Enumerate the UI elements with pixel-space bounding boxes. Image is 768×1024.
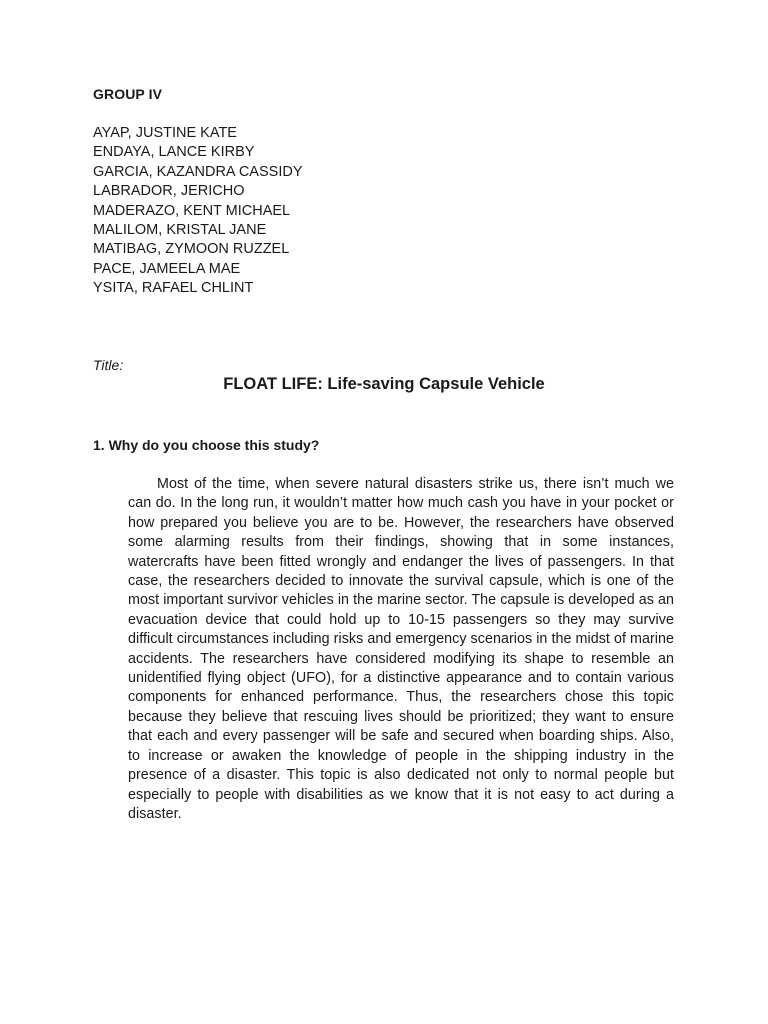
member-name: LABRADOR, JERICHO xyxy=(93,183,245,200)
group-heading: GROUP IV xyxy=(93,86,163,102)
member-list xyxy=(93,124,303,299)
member-name: AYAP, JUSTINE KATE xyxy=(93,125,237,141)
section-heading: 1. Why do you choose this study? xyxy=(93,437,320,453)
member-name: MATIBAG, ZYMOON RUZZEL xyxy=(93,241,290,258)
member-name: YSITA, RAFAEL CHLINT xyxy=(93,280,254,297)
document-title: FLOAT LIFE: Life-saving Capsule Vehicle xyxy=(223,375,545,393)
body-paragraph: Most of the time, when severe natural disasters strike us, there isn’t much we can do. In the long run, it wouldn’t matter how much cash you have in your pocket or how prepared you believe you are to be. However, the researchers have observed some alarming results from their findings, showing that in some instances, watercrafts have been fitted wrongly and endanger the lives of passengers. In that case, the researchers decided to innovate the survival capsule, which is one of the most important survivor vehicles in the marine sector. The capsule is developed as an evacuation device that could hold up to 10-15 passengers so they may survive difficult circumstances including risks and emergency scenarios in the midst of marine accidents. The researchers have considered modifying its shape to resemble an unidentified flying object (UFO), for a distinctive appearance and to contain various components for enhanced performance. Thus, the researchers chose this topic because they believe that rescuing lives should be prioritized; they want to ensure that each and every passenger will be safe and secured when boarding ships. Also, to increase or awaken the knowledge of people in the shipping industry in the presence of a disaster. This topic is also dedicated not only to normal people but especially to people with disabilities as we know that it is not easy to act during a disaster. xyxy=(128,476,674,822)
member-name: PACE, JAMEELA MAE xyxy=(93,260,241,277)
member-name: MADERAZO, KENT MICHAEL xyxy=(93,202,291,219)
member-name: GARCIA, KAZANDRA CASSIDY xyxy=(93,163,303,180)
title-label: Title: xyxy=(93,357,124,373)
member-name: MALILOM, KRISTAL JANE xyxy=(93,222,267,239)
member-name: ENDAYA, LANCE KIRBY xyxy=(93,144,255,161)
